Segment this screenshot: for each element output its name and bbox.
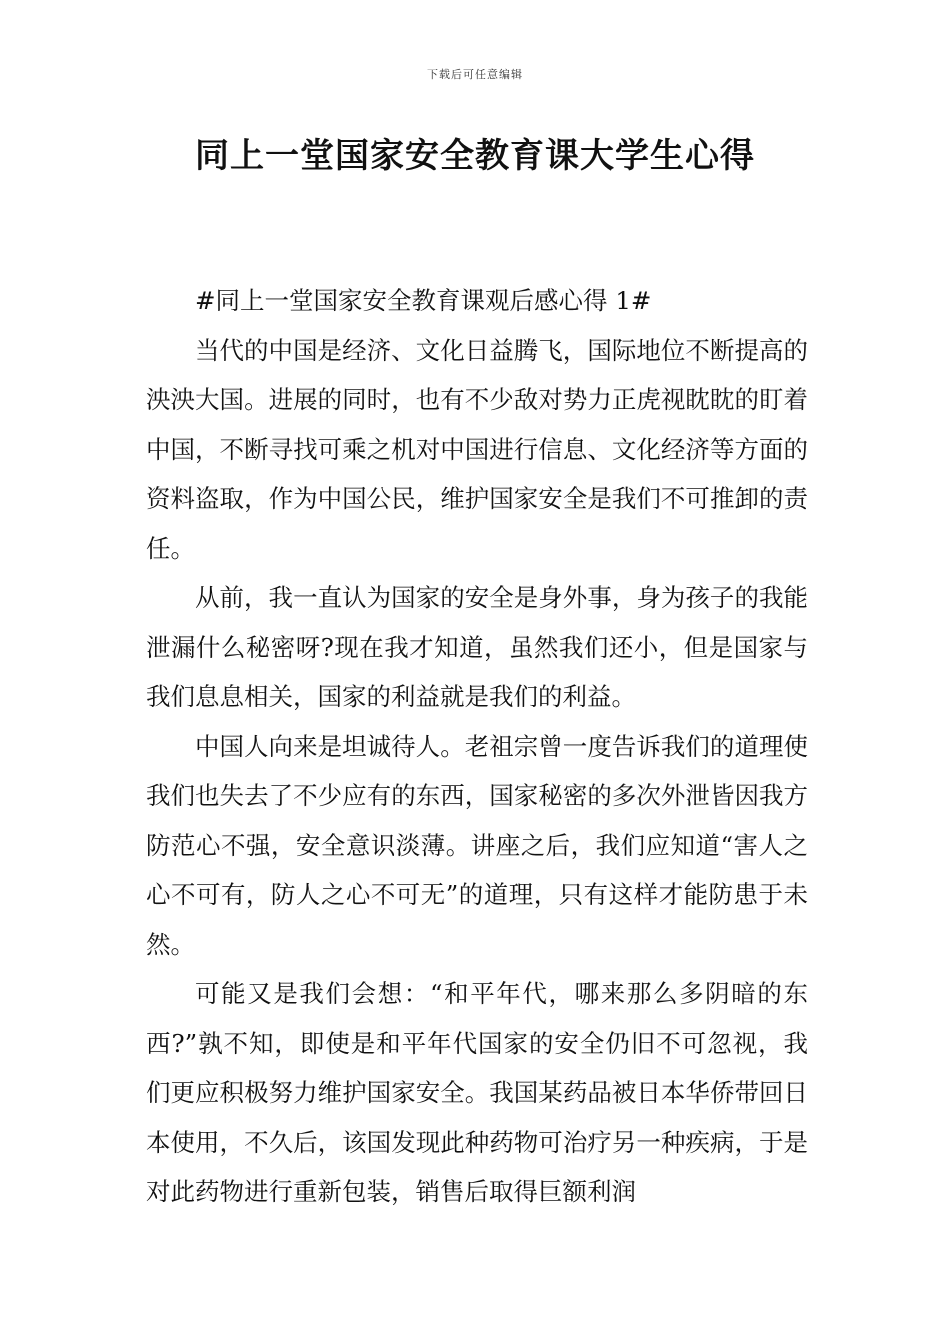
document-body [146,276,808,1217]
paragraph-3: 中国人向来是坦诚待人。老祖宗曾一度告诉我们的道理使我们也失去了不少应有的东西，国家秘密的多次外泄皆因我方防范心不强，安全意识淡薄。讲座之后，我们应知道“害人之心不可有，防人之心不可无”的道理，只有这样才能防患于未然。 [146,731,808,959]
paragraph-1: 当代的中国是经济、文化日益腾飞，国际地位不断提高的泱泱大国。进展的同时，也有不少敌对势力正虎视眈眈的盯着中国，不断寻找可乘之机对中国进行信息、文化经济等方面的资料盗取，作为中国公民，维护国家安全是我们不可推卸的责任。 [146,335,808,563]
section-heading: #同上一堂国家安全教育课观后感心得 1# [195,286,652,315]
header-note: 下载后可任意编辑 [427,68,523,81]
paragraph-4: 可能又是我们会想：“和平年代，哪来那么多阴暗的东西?”孰不知，即使是和平年代国家的安全仍旧不可忽视，我们更应积极努力维护国家安全。我国某药品被日本华侨带回日本使用，不久后，该国发现此种药物可治疗另一种疾病，于是对此药物进行重新包装，销售后取得巨额利润 [146,979,808,1206]
paragraph-2: 从前，我一直认为国家的安全是身外事，身为孩子的我能泄漏什么秘密呀?现在我才知道，虽然我们还小，但是国家与我们息息相关，国家的利益就是我们的利益。 [146,583,808,711]
document-title: 同上一堂国家安全教育课大学生心得 [195,136,755,176]
